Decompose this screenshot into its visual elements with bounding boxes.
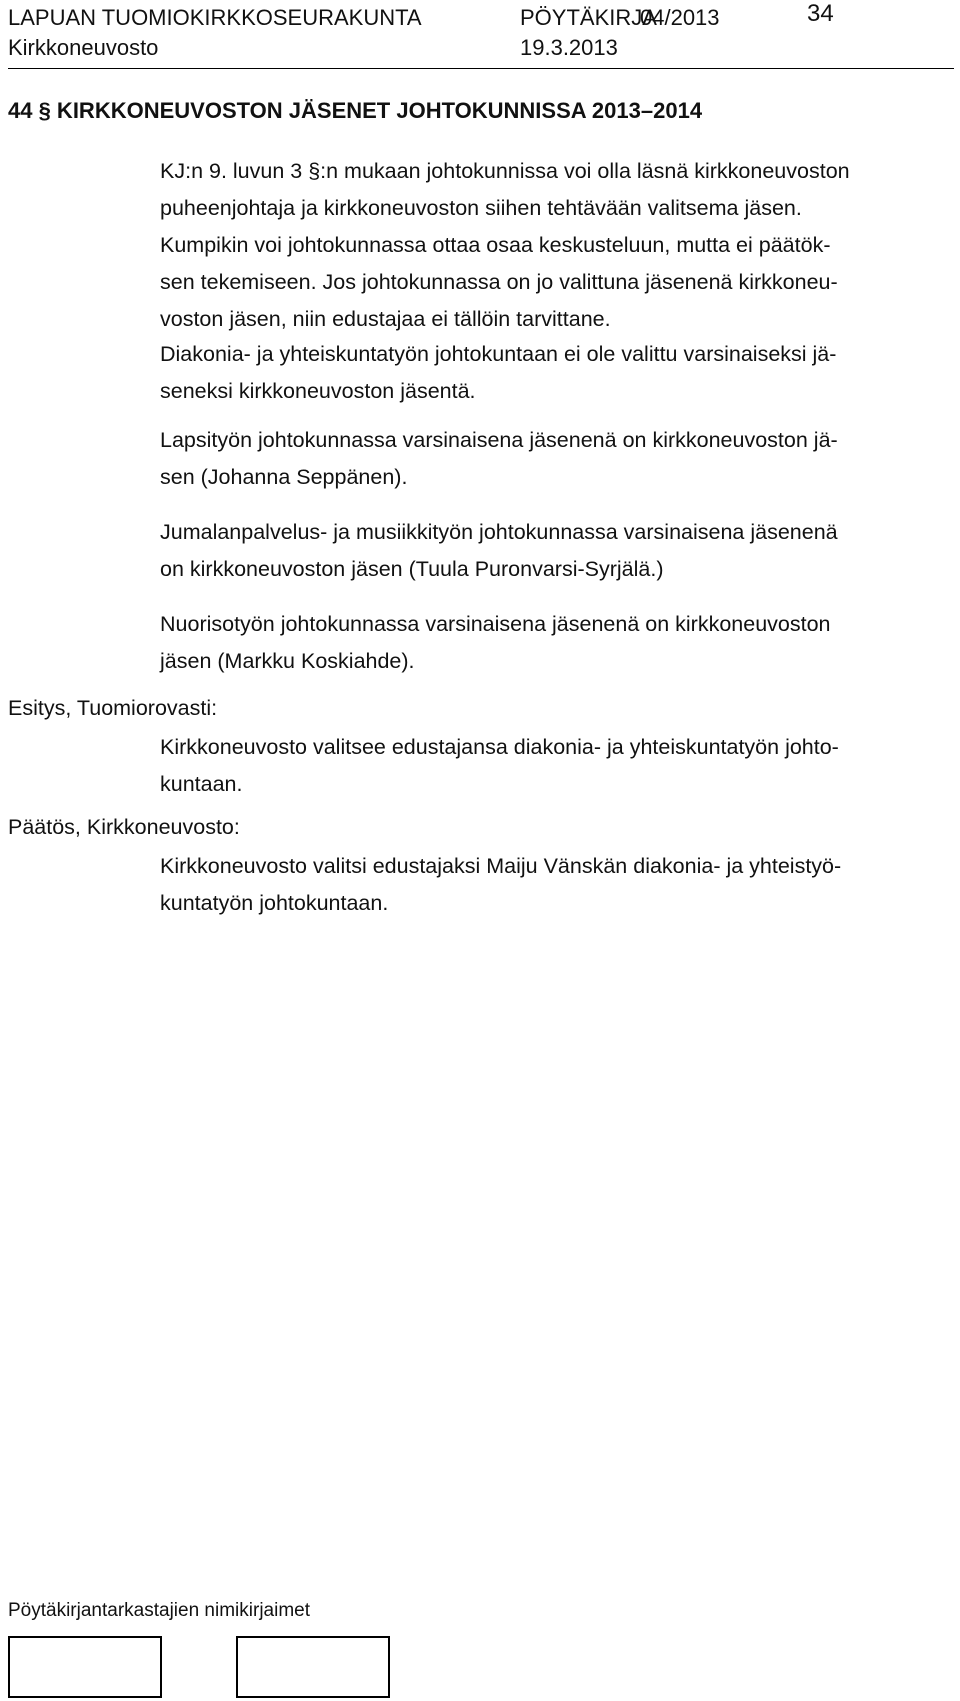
- page-number: 34: [807, 0, 834, 27]
- paragraph-line: Kumpikin voi johtokunnassa ottaa osaa keskusteluun, mutta ei päätök-: [160, 233, 831, 257]
- paragraph-line: Diakonia- ja yhteiskuntatyön johtokuntaan ei ole valittu varsinaiseksi jä-: [160, 342, 837, 366]
- paragraph-line: on kirkkoneuvoston jäsen (Tuula Puronvarsi-Syrjälä.): [160, 557, 664, 581]
- paragraph-line: voston jäsen, niin edustajaa ei tällöin tarvittane.: [160, 307, 611, 331]
- paragraph-line: sen (Johanna Seppänen).: [160, 465, 408, 489]
- signature-box-1: [8, 1636, 162, 1698]
- document-number: 04/2013: [640, 5, 720, 30]
- paragraph-line: puheenjohtaja ja kirkkoneuvoston siihen tehtävään valitsema jäsen.: [160, 196, 802, 220]
- paragraph-diakonia: [160, 336, 950, 410]
- document-type: PÖYTÄKIRJA: [520, 5, 657, 30]
- paragraph-nuorisotyo: [160, 606, 950, 680]
- meeting-body: Kirkkoneuvosto: [8, 35, 159, 60]
- decision-text: [160, 848, 950, 922]
- paragraph-line: Kirkkoneuvosto valitsee edustajansa diakonia- ja yhteiskuntatyön johto-: [160, 735, 839, 759]
- proposal-text: [160, 729, 950, 803]
- paragraph-line: Nuorisotyön johtokunnassa varsinaisena jäsenenä on kirkkoneuvoston: [160, 612, 831, 636]
- paragraph-line: Kirkkoneuvosto valitsi edustajaksi Maiju Vänskän diakonia- ja yhteistyö-: [160, 854, 842, 878]
- paragraph-line: Jumalanpalvelus- ja musiikkityön johtokunnassa varsinaisena jäsenenä: [160, 520, 838, 544]
- proposal-label: Esitys, Tuomiorovasti:: [8, 696, 218, 720]
- paragraph-line: sen tekemiseen. Jos johtokunnassa on jo valittuna jäsenenä kirkkoneu-: [160, 270, 838, 294]
- header-divider: [8, 68, 954, 69]
- organization-name: LAPUAN TUOMIOKIRKKOSEURAKUNTA: [8, 5, 422, 30]
- paragraph-line: seneksi kirkkoneuvoston jäsentä.: [160, 379, 476, 403]
- paragraph-jumalanpalvelus: [160, 514, 950, 588]
- decision-label: Päätös, Kirkkoneuvosto:: [8, 815, 240, 839]
- section-title: 44 § KIRKKONEUVOSTON JÄSENET JOHTOKUNNISSA 2013–2014: [8, 98, 703, 123]
- paragraph-line: kuntatyön johtokuntaan.: [160, 891, 389, 915]
- signatures-label: Pöytäkirjantarkastajien nimikirjaimet: [8, 1600, 310, 1621]
- paragraph-legal-basis: [160, 153, 950, 338]
- paragraph-line: kuntaan.: [160, 772, 243, 796]
- signature-box-2: [236, 1636, 390, 1698]
- paragraph-line: jäsen (Markku Koskiahde).: [160, 649, 415, 673]
- paragraph-line: KJ:n 9. luvun 3 §:n mukaan johtokunnissa voi olla läsnä kirkkoneuvoston: [160, 159, 850, 183]
- paragraph-line: Lapsityön johtokunnassa varsinaisena jäsenenä on kirkkoneuvoston jä-: [160, 428, 838, 452]
- meeting-date: 19.3.2013: [520, 35, 618, 60]
- paragraph-lapsityo: [160, 422, 950, 496]
